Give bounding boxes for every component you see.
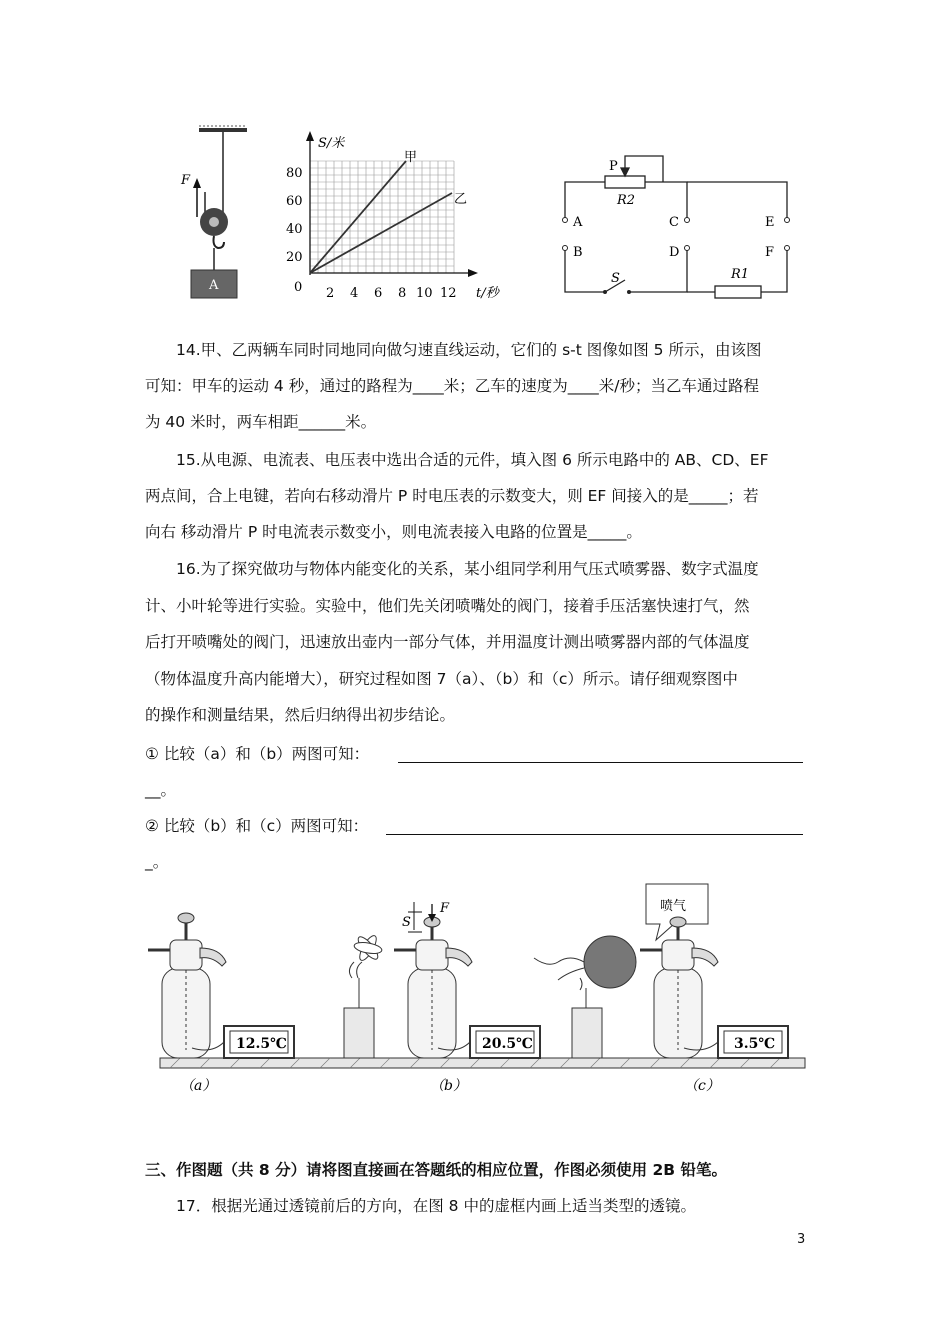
y-tick: 20: [286, 250, 303, 265]
point-label: F: [765, 245, 775, 260]
circuit-diagram: [555, 150, 800, 300]
y-tick: 60: [286, 194, 303, 209]
switch-label: S: [611, 271, 620, 286]
q16-item1: ① 比较（a）和（b）两图可知：: [145, 745, 370, 763]
point-label: E: [765, 215, 775, 230]
x-tick: 2: [326, 286, 335, 301]
x-tick: 4: [350, 286, 359, 301]
temp-display-a: 12.5℃: [236, 1036, 287, 1052]
point-label: A: [573, 215, 583, 230]
st-graph: [280, 125, 515, 305]
y-tick: 40: [286, 222, 303, 237]
r1-label: R1: [731, 267, 750, 282]
q16-item2-end: _。: [145, 853, 169, 871]
y-tick: 80: [286, 166, 303, 181]
r2-label: R2: [617, 193, 636, 208]
q16-item2: ② 比较（b）和（c）两图可知：: [145, 817, 369, 835]
x-tick: 6: [374, 286, 383, 301]
s-label: S: [402, 915, 411, 930]
temp-display-b: 20.5℃: [482, 1036, 533, 1052]
label-c: （c）: [684, 1078, 720, 1094]
line-jia-label: 甲: [404, 150, 418, 165]
q14-line3: 为 40 米时，两车相距______米。: [145, 413, 377, 431]
force-label: F: [181, 173, 191, 188]
q14-line1: 14.甲、乙两辆车同时同地同向做匀速直线运动，它们的 s-t 图像如图 5 所示，由该图: [176, 341, 762, 359]
q15-line3: 向右 移动滑片 P 时电流表示数变小，则电流表接入电路的位置是_____。: [145, 523, 642, 541]
x-tick: 8: [398, 286, 407, 301]
point-label: B: [573, 245, 583, 260]
point-label: D: [669, 245, 680, 260]
q14-line2: 可知：甲车的运动 4 秒，通过的路程为____米；乙车的速度为____米/秒；当乙车通过路程: [145, 377, 759, 395]
figure-7: [140, 878, 810, 1100]
x-axis-label: t/秒: [476, 286, 499, 301]
line-yi-label: 乙: [454, 192, 468, 207]
point-label: C: [669, 215, 679, 230]
pulley-figure: [175, 122, 255, 300]
section-3-heading: 三、作图题（共 8 分）请将图直接画在答题纸的相应位置，作图必须使用 2B 铅笔。: [145, 1161, 727, 1179]
q16-line4: （物体温度升高内能增大），研究过程如图 7（a）、（b）和（c）所示。请仔细观察图中: [145, 670, 738, 688]
answer-line-2[interactable]: [386, 834, 803, 835]
y-axis-label: S/米: [318, 136, 345, 151]
label-b: （b）: [430, 1078, 467, 1094]
page-number: 3: [797, 1232, 806, 1247]
block-label: A: [209, 278, 219, 293]
q16-line5: 的操作和测量结果，然后归纳得出初步结论。: [145, 706, 456, 724]
q16-line1: 16.为了探究做功与物体内能变化的关系，某小组同学利用气压式喷雾器、数字式温度: [176, 560, 759, 578]
label-a: （a）: [180, 1078, 217, 1094]
origin-label: 0: [294, 280, 303, 295]
q15-line2: 两点间，合上电键，若向右移动滑片 P 时电压表的示数变大，则 EF 间接入的是_____；若: [145, 487, 759, 505]
x-tick: 12: [440, 286, 457, 301]
q17-text: 17．根据光通过透镜前后的方向，在图 8 中的虚框内画上适当类型的透镜。: [176, 1197, 696, 1215]
answer-line-1[interactable]: [398, 762, 803, 763]
q16-item1-end: __。: [145, 781, 177, 799]
q16-line3: 后打开喷嘴处的阀门，迅速放出壶内一部分气体，并用温度计测出喷雾器内部的气体温度: [145, 633, 750, 651]
x-tick: 10: [416, 286, 433, 301]
q15-line1: 15.从电源、电流表、电压表中选出合适的元件，填入图 6 所示电路中的 AB、CD、EF: [176, 451, 769, 469]
f-label: F: [440, 901, 450, 916]
spray-bubble-label: 喷气: [660, 899, 687, 914]
temp-display-c: 3.5℃: [734, 1036, 776, 1052]
q16-line2: 计、小叶轮等进行实验。实验中，他们先关闭喷嘴处的阀门，接着手压活塞快速打气，然: [145, 597, 750, 615]
slider-label: P: [609, 159, 618, 174]
